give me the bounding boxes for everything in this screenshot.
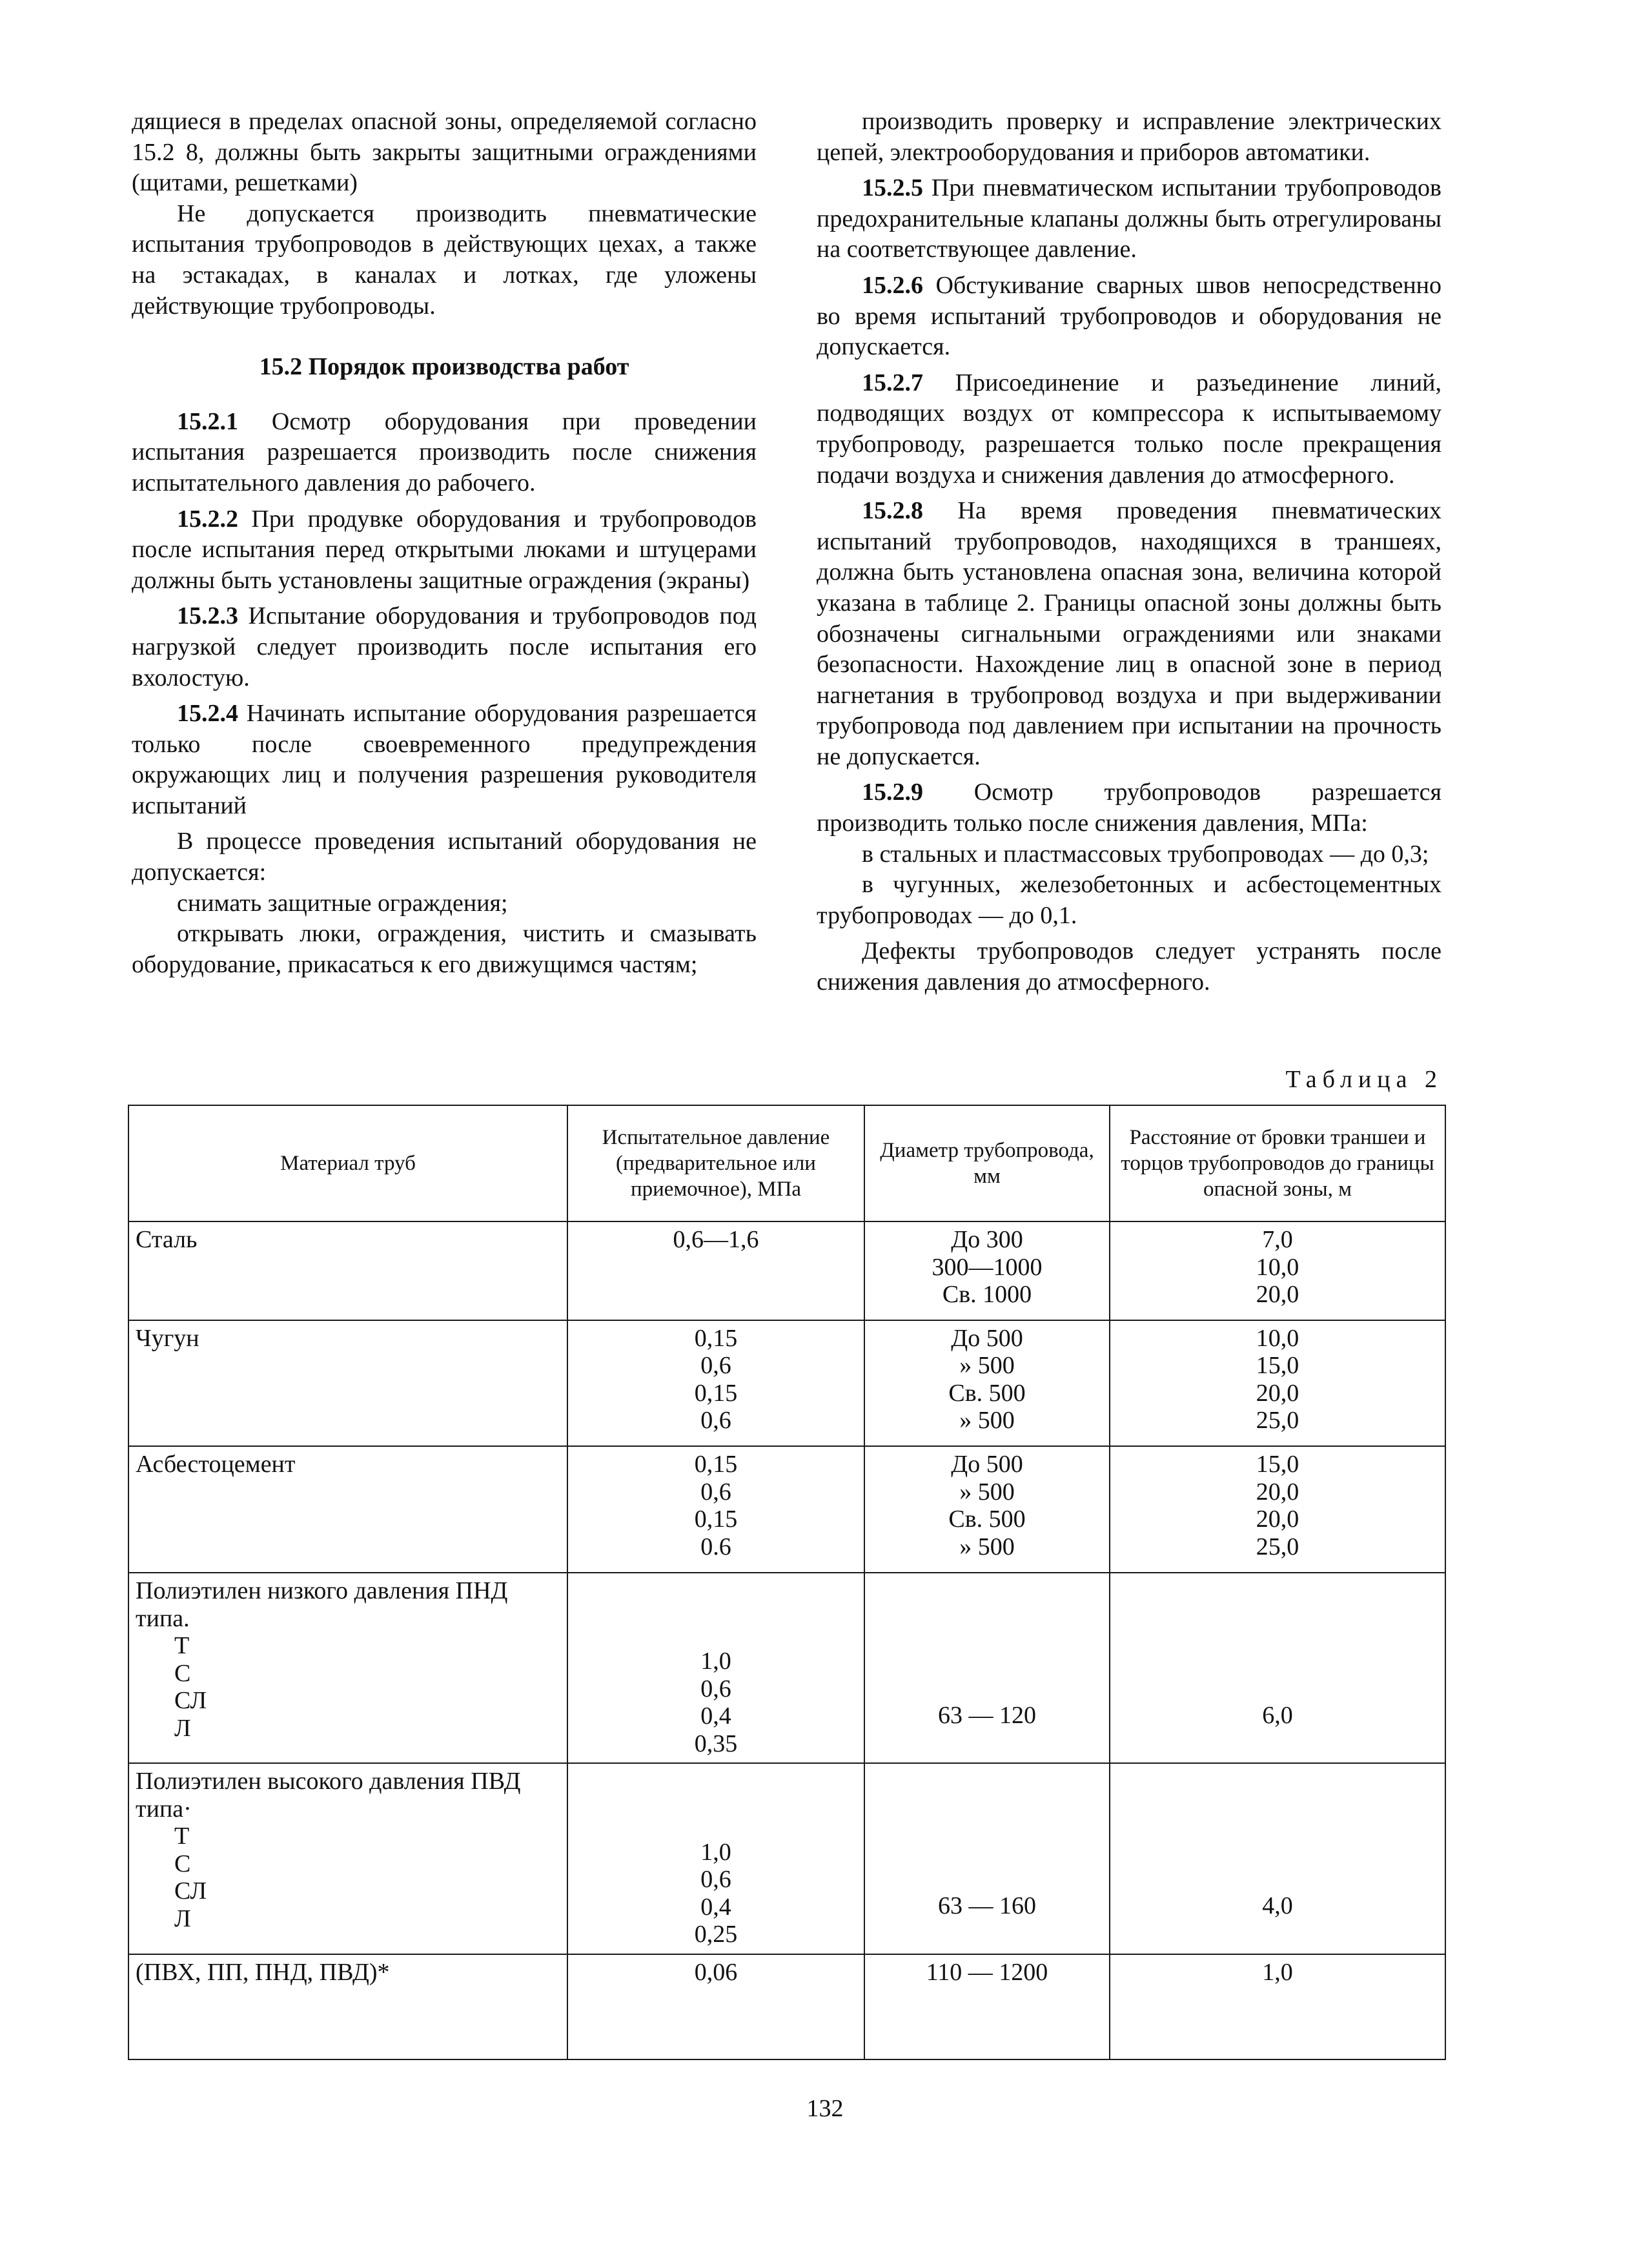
cell-line: Св. 500 bbox=[948, 1379, 1026, 1407]
clause-15-2-6 bbox=[817, 271, 1441, 363]
clause-number: 15.2.7 bbox=[862, 369, 923, 396]
clause-15-2-1 bbox=[132, 407, 757, 499]
cell-material bbox=[128, 1954, 567, 2059]
cell-distance bbox=[1110, 1763, 1445, 1954]
clause-15-2-3 bbox=[132, 601, 757, 693]
cell-line: 20,0 bbox=[1256, 1379, 1299, 1407]
paragraph: Дефекты трубопроводов следует устранять после снижения давления до атмосферного. bbox=[817, 937, 1441, 996]
cell-line: Св. 500 bbox=[948, 1506, 1026, 1533]
table-row bbox=[128, 1954, 1445, 2059]
cell-line: Чугун bbox=[136, 1324, 199, 1352]
list-item: открывать люки, ограждения, чистить и смазывать оборудование, прикасаться к его движущимся частям; bbox=[132, 920, 757, 978]
cell-material bbox=[128, 1573, 567, 1763]
clause-text: Обстукивание сварных швов непосредственно во время испытаний трубопроводов и оборудования не допускается. bbox=[817, 271, 1441, 361]
cell-line: 0,4 bbox=[700, 1702, 731, 1730]
cell-line: Полиэтилен низкого давления ПНД bbox=[136, 1577, 508, 1605]
cell-type-line: Л bbox=[174, 1905, 191, 1932]
cell-pressure bbox=[567, 1763, 864, 1954]
cell-line: 1,0 bbox=[700, 1838, 731, 1866]
clause-number: 15.2.2 bbox=[177, 505, 238, 533]
clause-15-2-7 bbox=[817, 368, 1441, 491]
clause-number: 15.2.9 bbox=[862, 779, 923, 806]
cell-distance bbox=[1110, 1954, 1445, 2059]
cell-line: 6,0 bbox=[1262, 1701, 1293, 1729]
table-row bbox=[128, 1763, 1445, 1954]
table-header-row bbox=[128, 1105, 1445, 1221]
left-text-column bbox=[132, 107, 757, 980]
cell-line: » 500 bbox=[959, 1533, 1015, 1560]
cell-line: » 500 bbox=[959, 1352, 1015, 1380]
cell-type-line: Т bbox=[174, 1823, 190, 1850]
paragraph: В процессе проведения испытаний оборудования не допускается: bbox=[132, 828, 757, 886]
cell-line: 110 — 1200 bbox=[926, 1958, 1048, 1986]
clause-15-2-9 bbox=[817, 777, 1441, 839]
cell-line: 0,35 bbox=[694, 1730, 738, 1757]
table-row bbox=[128, 1446, 1445, 1573]
cell-line: 0,06 bbox=[694, 1958, 738, 1986]
list-item: производить проверку и исправление электрических цепей, электрооборудования и приборов автоматики. bbox=[817, 108, 1441, 166]
table-caption: Таблица 2 bbox=[1285, 1066, 1443, 1093]
cell-line: 0,6—1,6 bbox=[673, 1226, 759, 1253]
cell-line: 0,15 bbox=[694, 1506, 738, 1533]
cell-line: 20,0 bbox=[1256, 1478, 1299, 1506]
cell-distance bbox=[1110, 1573, 1445, 1763]
data-table bbox=[128, 1105, 1446, 2060]
cell-line: 1,0 bbox=[1262, 1958, 1293, 1986]
cell-line: 15,0 bbox=[1256, 1451, 1299, 1478]
table-row bbox=[128, 1320, 1445, 1447]
cell-line: (ПВХ, ПП, ПНД, ПВД)* bbox=[136, 1958, 390, 1986]
cell-line: 20,0 bbox=[1256, 1506, 1299, 1533]
clause-text: При пневматическом испытании трубопроводов предохранительные клапаны должны быть отрегулированы на соответствующее давление. bbox=[817, 174, 1441, 263]
cell-line: До 500 bbox=[951, 1324, 1023, 1352]
table-row bbox=[128, 1221, 1445, 1320]
cell-line: 0,15 bbox=[694, 1379, 738, 1407]
page-number: 132 bbox=[806, 2095, 844, 2122]
cell-type-line: С bbox=[174, 1850, 191, 1877]
clause-text: Осмотр оборудования при проведении испытания разрешается производить после снижения испытательного давления до рабочего. bbox=[132, 407, 757, 496]
cell-type-line: Т bbox=[174, 1632, 190, 1660]
cell-line: 0,6 bbox=[700, 1478, 731, 1506]
cell-type-line: Л bbox=[174, 1714, 191, 1742]
clause-text: Начинать испытание оборудования разрешается только после своевременного предупреждения окружающих лиц и получения разрешения руководителя испытаний bbox=[132, 700, 757, 819]
cell-line: 0,15 bbox=[694, 1324, 738, 1352]
clause-number: 15.2.3 bbox=[177, 602, 238, 630]
cell-material bbox=[128, 1763, 567, 1954]
cell-material bbox=[128, 1320, 567, 1447]
clause-number: 15.2.6 bbox=[862, 271, 923, 299]
clause-15-2-4 bbox=[132, 699, 757, 821]
cell-line: типа· bbox=[136, 1795, 192, 1823]
cell-line: 300—1000 bbox=[932, 1253, 1043, 1281]
clause-text: При продувке оборудования и трубопроводов после испытания перед открытыми люками и штуцерами должны быть установлены защитные ограждения (экраны) bbox=[132, 505, 757, 594]
cell-pressure bbox=[567, 1446, 864, 1573]
table-row bbox=[128, 1573, 1445, 1763]
clause-15-2-2 bbox=[132, 504, 757, 597]
clause-text: Присоединение и разъединение линий, подводящих воздух от компрессора к испытываемому трубопроводу, разрешается только после прекращения подачи воздуха и снижения давления до атмосферного. bbox=[817, 369, 1441, 489]
cell-line: 1,0 bbox=[700, 1648, 731, 1675]
cell-type-line: СЛ bbox=[174, 1877, 207, 1905]
cell-diameter bbox=[864, 1763, 1110, 1954]
cell-line: 7,0 bbox=[1262, 1226, 1293, 1253]
cell-type-line: С bbox=[174, 1659, 191, 1687]
cell-distance bbox=[1110, 1446, 1445, 1573]
cell-line: » 500 bbox=[959, 1407, 1015, 1435]
clause-number: 15.2.8 bbox=[862, 497, 923, 525]
cell-distance bbox=[1110, 1320, 1445, 1447]
cell-diameter bbox=[864, 1446, 1110, 1573]
cell-line: 15,0 bbox=[1256, 1352, 1299, 1380]
cell-line: 0,6 bbox=[700, 1352, 731, 1380]
cell-line: 63 — 160 bbox=[938, 1892, 1036, 1920]
cell-line: Св. 1000 bbox=[942, 1281, 1032, 1308]
clause-number: 15.2.1 bbox=[177, 407, 238, 435]
cell-line: До 300 bbox=[951, 1226, 1023, 1253]
cell-line: 10,0 bbox=[1256, 1324, 1299, 1352]
cell-diameter bbox=[864, 1320, 1110, 1447]
right-text-column bbox=[817, 107, 1441, 998]
cell-line: 25,0 bbox=[1256, 1533, 1299, 1560]
cell-line: 0,6 bbox=[700, 1675, 731, 1702]
cell-pressure bbox=[567, 1320, 864, 1447]
cell-line: Полиэтилен высокого давления ПВД bbox=[136, 1768, 521, 1795]
cell-line: До 500 bbox=[951, 1451, 1023, 1478]
cell-type-line: СЛ bbox=[174, 1687, 207, 1715]
cell-line: 0,15 bbox=[694, 1451, 738, 1478]
clause-number: 15.2.5 bbox=[862, 174, 923, 202]
cell-line: 10,0 bbox=[1256, 1253, 1299, 1281]
paragraph: Не допускается производить пневматические испытания трубопроводов в действующих цехах, а также на эстакадах, в каналах и лотках, где уложены действующие трубопроводы. bbox=[132, 199, 757, 320]
cell-diameter bbox=[864, 1573, 1110, 1763]
cell-pressure bbox=[567, 1221, 864, 1320]
cell-line: 20,0 bbox=[1256, 1281, 1299, 1308]
cell-line: 63 — 120 bbox=[938, 1701, 1036, 1729]
header-pressure: Испытательное давление (предварительное или приемочное), МПа bbox=[567, 1105, 864, 1221]
cell-line: типа. bbox=[136, 1604, 190, 1632]
cell-line: » 500 bbox=[959, 1478, 1015, 1506]
cell-pressure bbox=[567, 1573, 864, 1763]
cell-line: 0,25 bbox=[694, 1921, 738, 1948]
clause-15-2-5 bbox=[817, 173, 1441, 265]
cell-diameter bbox=[864, 1221, 1110, 1320]
list-item: снимать защитные ограждения; bbox=[177, 889, 508, 917]
clause-text: На время проведения пневматических испытаний трубопроводов, находящихся в траншеях, должна быть установлена опасная зона, величина которой указана в таблице 2. Границы опасной зоны должны быть обозначены сигнальными ограждениями или знаками безопасности. Нахождение лиц в опасной зоне в период нагнетания в трубопровод воздуха и при выдерживании трубопровода под давлением при испытании на прочность не допускается. bbox=[817, 497, 1441, 770]
cell-line: 0.6 bbox=[700, 1533, 731, 1560]
clause-15-2-8 bbox=[817, 496, 1441, 772]
table-body bbox=[128, 1221, 1445, 2059]
cell-line: 0,6 bbox=[700, 1407, 731, 1435]
cell-line: 0,4 bbox=[700, 1893, 731, 1921]
paragraph: дящиеся в пределах опасной зоны, определяемой согласно 15.2 8, должны быть закрыты защитными ограждениями (щитами, решетками) bbox=[132, 108, 757, 197]
header-material: Материал труб bbox=[128, 1105, 567, 1221]
cell-line: 0,6 bbox=[700, 1866, 731, 1894]
cell-line: 4,0 bbox=[1262, 1892, 1293, 1920]
cell-material bbox=[128, 1446, 567, 1573]
list-item: в стальных и пластмассовых трубопроводах — до 0,3; bbox=[862, 840, 1429, 868]
section-heading: 15.2 Порядок производства работ bbox=[259, 353, 629, 381]
cell-pressure bbox=[567, 1954, 864, 2059]
header-diameter: Диаметр трубопровода, мм bbox=[864, 1105, 1110, 1221]
clause-text: Осмотр трубопроводов разрешается производить только после снижения давления, МПа: bbox=[817, 779, 1441, 837]
list-item: в чугунных, железобетонных и асбестоцементных трубопроводах — до 0,1. bbox=[817, 871, 1441, 929]
cell-line: Сталь bbox=[136, 1226, 198, 1253]
clause-text: Испытание оборудования и трубопроводов под нагрузкой следует производить после испытания его вхолостую. bbox=[132, 602, 757, 691]
cell-diameter bbox=[864, 1954, 1110, 2059]
cell-distance bbox=[1110, 1221, 1445, 1320]
cell-line: Асбестоцемент bbox=[136, 1451, 296, 1478]
header-distance: Расстояние от бровки траншеи и торцов трубопроводов до границы опасной зоны, м bbox=[1110, 1105, 1445, 1221]
cell-material bbox=[128, 1221, 567, 1320]
clause-number: 15.2.4 bbox=[177, 700, 238, 728]
cell-line: 25,0 bbox=[1256, 1407, 1299, 1435]
